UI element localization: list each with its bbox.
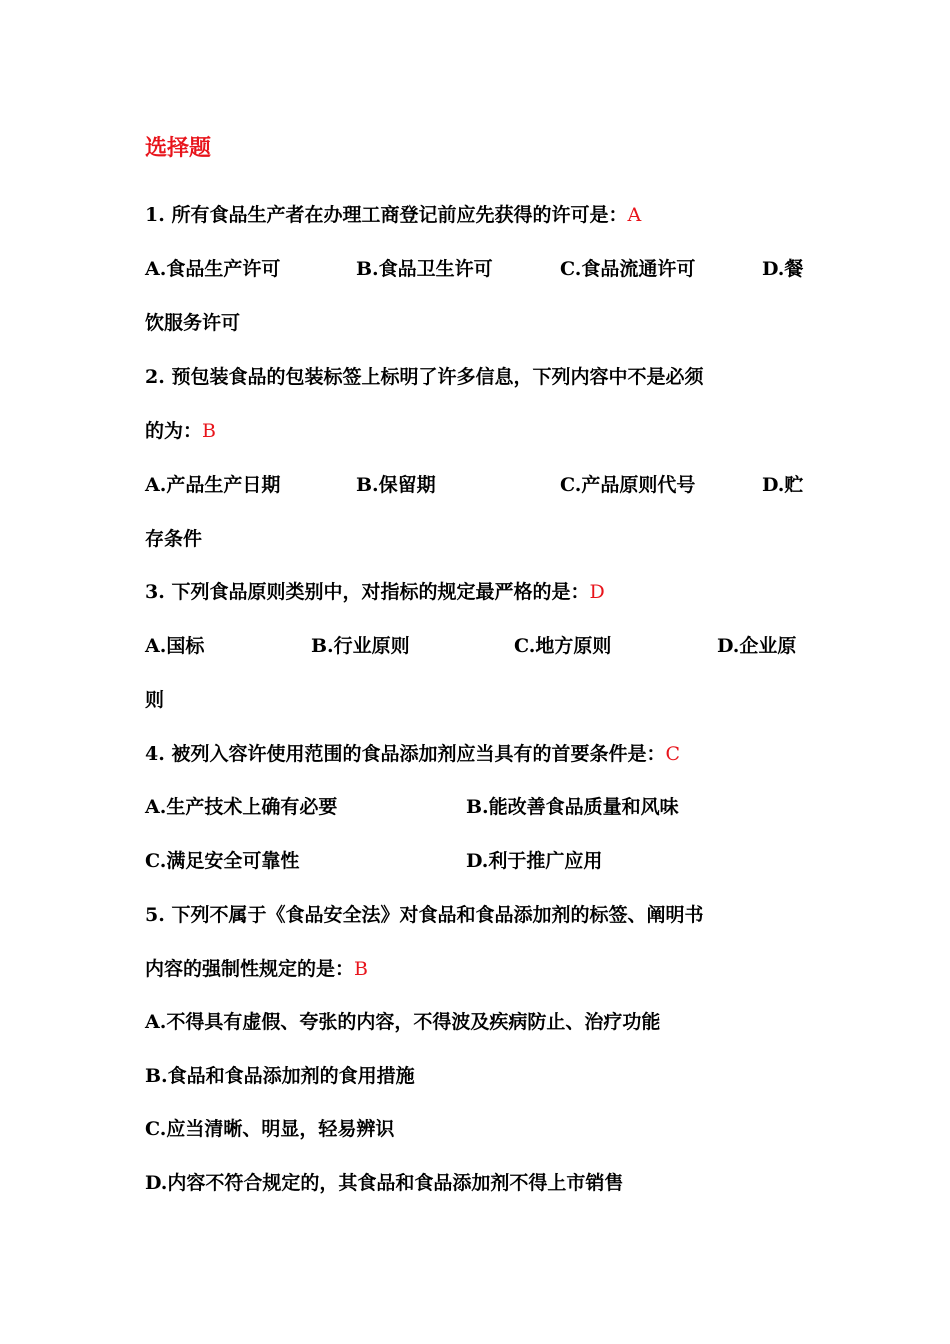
question-2-stem-line-1: 2. 预包装食品的包装标签上标明了许多信息，下列内容中不是必须 xyxy=(145,366,704,388)
question-4-option-d: D.利于推广应用 xyxy=(466,850,603,872)
question-5-option-d: D.内容不符合规定的，其食品和食品添加剂不得上市销售 xyxy=(145,1172,624,1194)
question-2-option-d-continued: 存条件 xyxy=(145,528,203,550)
question-2-option-d: D.贮 xyxy=(762,474,804,496)
question-1-option-a: A.食品生产许可 xyxy=(145,258,281,280)
question-1-stem xyxy=(145,203,641,227)
question-1-answer: A xyxy=(627,204,642,226)
question-3-option-b: B.行业原则 xyxy=(311,635,410,657)
question-4-answer: C xyxy=(665,743,680,765)
question-5-option-b: B.食品和食品添加剂的食用措施 xyxy=(145,1065,415,1087)
question-2-option-b: B.保留期 xyxy=(356,474,436,496)
question-4-option-a: A.生产技术上确有必要 xyxy=(145,796,338,818)
question-5-text: 内容的强制性规定的是： xyxy=(145,958,355,980)
section-title: 选择题 xyxy=(145,135,212,161)
question-5-stem-line-1: 5. 下列不属于《食品安全法》对食品和食品添加剂的标签、阐明书 xyxy=(145,904,704,926)
question-1-option-d: D.餐 xyxy=(762,258,804,280)
question-3-stem xyxy=(145,580,605,604)
question-3-text: 3. 下列食品原则类别中，对指标的规定最严格的是： xyxy=(145,581,590,603)
question-2-option-c: C.产品原则代号 xyxy=(560,474,696,496)
question-5-option-a: A.不得具有虚假、夸张的内容，不得波及疾病防止、治疗功能 xyxy=(145,1011,661,1033)
question-3-option-c: C.地方原则 xyxy=(514,635,612,657)
question-2-stem-line-2 xyxy=(145,419,216,443)
question-1-option-c: C.食品流通许可 xyxy=(560,258,696,280)
question-3-option-d: D.企业原 xyxy=(717,635,797,657)
question-3-option-d-continued: 则 xyxy=(145,689,165,711)
question-4-stem xyxy=(145,742,680,766)
question-1-option-b: B.食品卫生许可 xyxy=(356,258,493,280)
question-2-text: 的为： xyxy=(145,420,203,442)
question-2-option-a: A.产品生产日期 xyxy=(145,474,281,496)
question-4-option-c: C.满足安全可靠性 xyxy=(145,850,300,872)
question-4-text: 4. 被列入容许使用范围的食品添加剂应当具有的首要条件是： xyxy=(145,743,666,765)
question-5-stem-line-2 xyxy=(145,957,368,981)
question-5-option-c: C.应当清晰、明显，轻易辨识 xyxy=(145,1118,395,1140)
question-1-option-d-continued: 饮服务许可 xyxy=(145,312,241,334)
question-2-answer: B xyxy=(202,420,216,442)
question-1-text: 1. 所有食品生产者在办理工商登记前应先获得的许可是： xyxy=(145,204,628,226)
question-3-answer: D xyxy=(589,581,605,603)
question-5-answer: B xyxy=(354,958,368,980)
question-4-option-b: B.能改善食品质量和风味 xyxy=(466,796,679,818)
question-3-option-a: A.国标 xyxy=(145,635,205,657)
